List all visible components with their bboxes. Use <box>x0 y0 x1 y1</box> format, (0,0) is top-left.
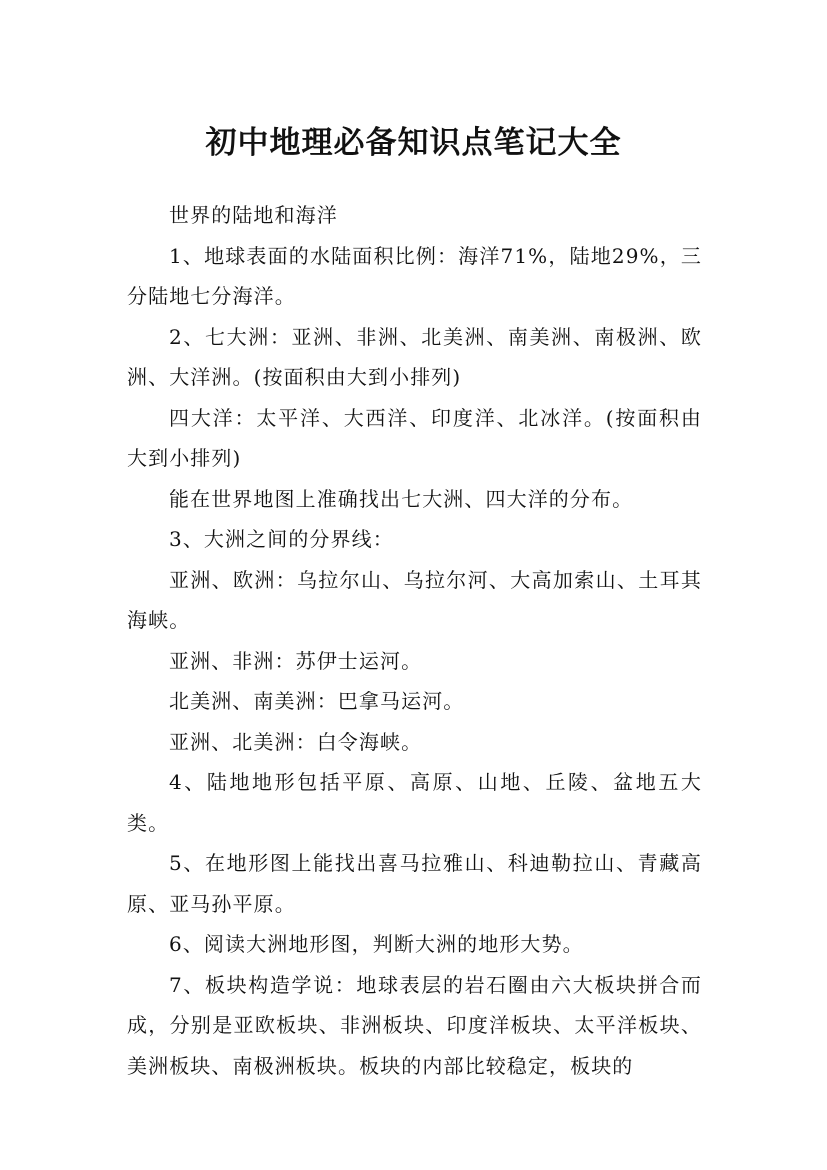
section-heading: 世界的陆地和海洋 <box>169 203 338 227</box>
paragraph: 3、大洲之间的分界线： <box>169 527 394 551</box>
paragraph: 6、阅读大洲地形图，判断大洲的地形大势。 <box>169 932 584 956</box>
paragraph: 1、地球表面的水陆面积比例：海洋71%，陆地29%，三分陆地七分海洋。 <box>127 243 702 308</box>
paragraph: 2、七大洲：亚洲、非洲、北美洲、南美洲、南极洲、欧洲、大洋洲。(按面积由大到小排列) <box>127 324 702 389</box>
paragraph: 5、在地形图上能找出喜马拉雅山、科迪勒拉山、青藏高原、亚马孙平原。 <box>127 851 702 916</box>
paragraph: 亚洲、北美洲：白令海峡。 <box>169 729 423 754</box>
paragraph: 北美洲、南美洲：巴拿马运河。 <box>169 689 465 713</box>
paragraph: 四大洋：太平洋、大西洋、印度洋、北冰洋。(按面积由大到小排列) <box>127 405 702 470</box>
paragraph: 4、陆地地形包括平原、高原、山地、丘陵、盆地五大类。 <box>127 770 702 835</box>
paragraph: 亚洲、欧洲：乌拉尔山、乌拉尔河、大高加索山、土耳其海峡。 <box>127 567 702 632</box>
paragraph: 亚洲、非洲：苏伊士运河。 <box>169 648 423 673</box>
paragraph: 能在世界地图上准确找出七大洲、四大洋的分布。 <box>169 486 634 511</box>
paragraph: 7、板块构造学说：地球表层的岩石圈由六大板块拼合而成，分别是亚欧板块、非洲板块、印度洋板块、太平洋板块、美洲板块、南极洲板块。板块的内部比较稳定，板块的 <box>127 972 702 1078</box>
document-body <box>127 195 702 1086</box>
document-title: 初中地理必备知识点笔记大全 <box>205 124 622 161</box>
